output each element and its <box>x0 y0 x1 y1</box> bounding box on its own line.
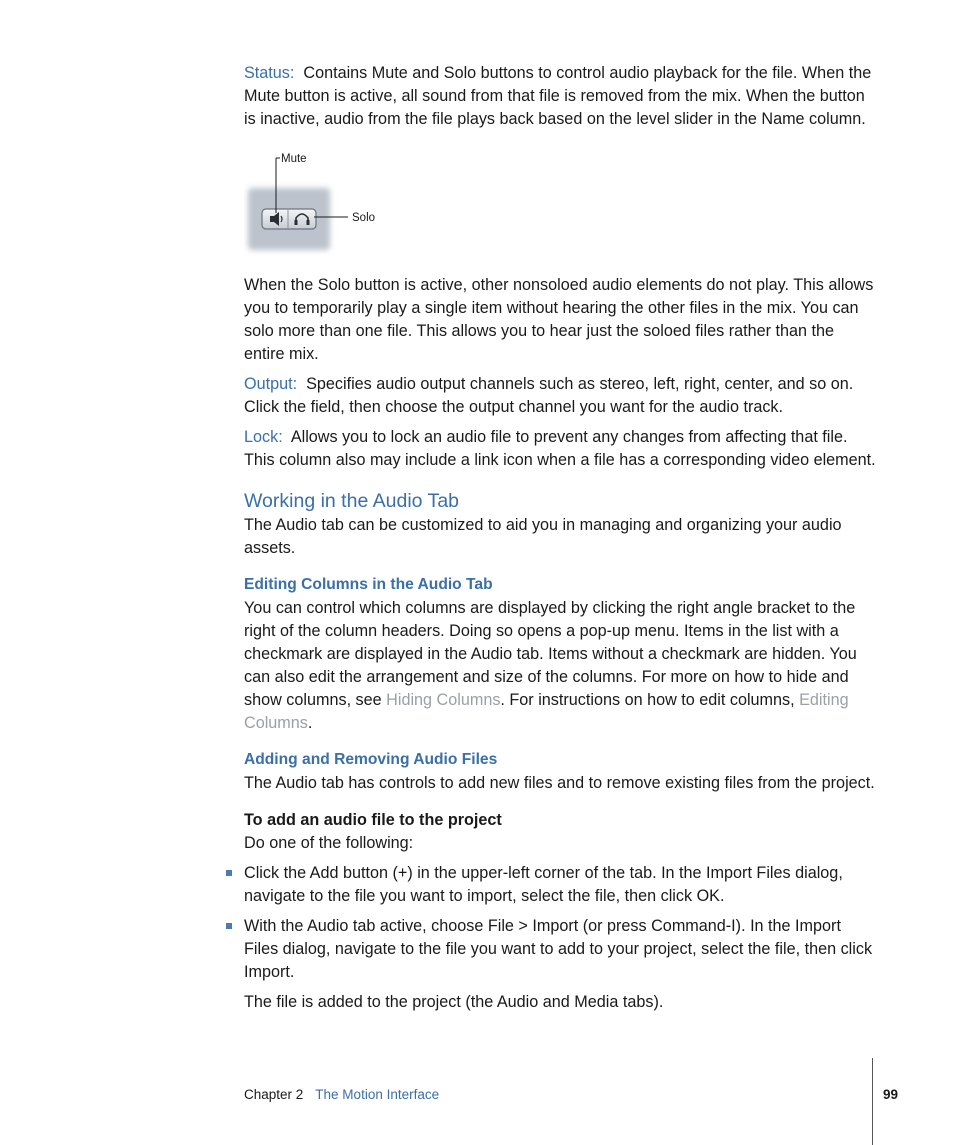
list-item <box>244 862 876 908</box>
editing-columns-link[interactable]: Editing Columns <box>244 691 849 732</box>
solo-label: Solo <box>352 212 376 224</box>
status-definition <box>244 62 876 131</box>
subsection-heading-editing: Editing Columns in the Audio Tab <box>244 576 493 593</box>
section-heading-working: Working in the Audio Tab <box>244 490 460 512</box>
solo-paragraph: When the Solo button is active, other nonsoloed audio elements do not play. This allows you to temporarily play a single item without hearing the other files in the mix. You can solo more than one file. This allows you to hear just the soloed files rather than the entire mix. <box>244 276 874 363</box>
procedure-intro: Do one of the following: <box>244 834 414 852</box>
mute-label: Mute <box>281 153 307 165</box>
procedure-result: The file is added to the project (the Audio and Media tabs). <box>244 993 664 1011</box>
editing-text-end: . <box>307 714 313 732</box>
subsection-heading-adding: Adding and Removing Audio Files <box>244 751 498 768</box>
procedure-title: To add an audio file to the project <box>244 811 502 829</box>
bullet-icon <box>226 870 232 876</box>
mute-solo-control-image <box>244 150 404 260</box>
editing-text-middle: . For instructions on how to edit columns, <box>500 691 800 709</box>
working-paragraph: The Audio tab can be customized to aid you in managing and organizing your audio assets. <box>244 516 842 557</box>
list-item-text: With the Audio tab active, choose File > Import (or press Command-I). In the Import Files dialog, navigate to the file you want to add to your project, select the file, then click Import. <box>244 917 873 981</box>
status-text: Contains Mute and Solo buttons to control audio playback for the file. When the Mute button is active, all sound from that file is removed from the mix. When the button is inactive, audio from the file plays back based on the level slider in the Name column. <box>244 64 872 128</box>
output-term: Output: <box>244 375 298 393</box>
output-text: Specifies audio output channels such as stereo, left, right, center, and so on. Click the field, then choose the output channel you want for the audio track. <box>244 375 854 416</box>
bullet-icon <box>226 923 232 929</box>
adding-paragraph: The Audio tab has controls to add new files and to remove existing files from the project. <box>244 774 875 792</box>
footer-chapter-number: Chapter 2 <box>244 1087 304 1102</box>
lock-definition <box>244 426 876 472</box>
mute-solo-figure <box>244 150 404 260</box>
page-number: 99 <box>883 1087 899 1102</box>
list-item-text: Click the Add button (+) in the upper-left corner of the tab. In the Import Files dialog, navigate to the file you want to import, select the file, then click OK. <box>244 864 843 905</box>
hiding-columns-link[interactable]: Hiding Columns <box>386 691 501 709</box>
status-term: Status: <box>244 64 295 82</box>
list-item <box>244 915 876 984</box>
lock-term: Lock: <box>244 428 283 446</box>
footer-divider <box>872 1058 873 1145</box>
lock-text: Allows you to lock an audio file to prevent any changes from affecting that file. This column also may include a link icon when a file has a corresponding video element. <box>244 428 876 469</box>
footer-chapter-title: The Motion Interface <box>315 1087 440 1102</box>
editing-text: You can control which columns are displayed by clicking the right angle bracket to the right of the column headers. Doing so opens a pop-up menu. Items in the list with a checkmark are displayed in the Audio tab. Items without a checkmark are hidden. You can also edit the arrangement and size of the columns. For more on how to hide and show columns, see <box>244 599 857 709</box>
output-definition <box>244 373 876 419</box>
footer-chapter <box>244 1086 439 1104</box>
editing-paragraph <box>244 597 876 735</box>
